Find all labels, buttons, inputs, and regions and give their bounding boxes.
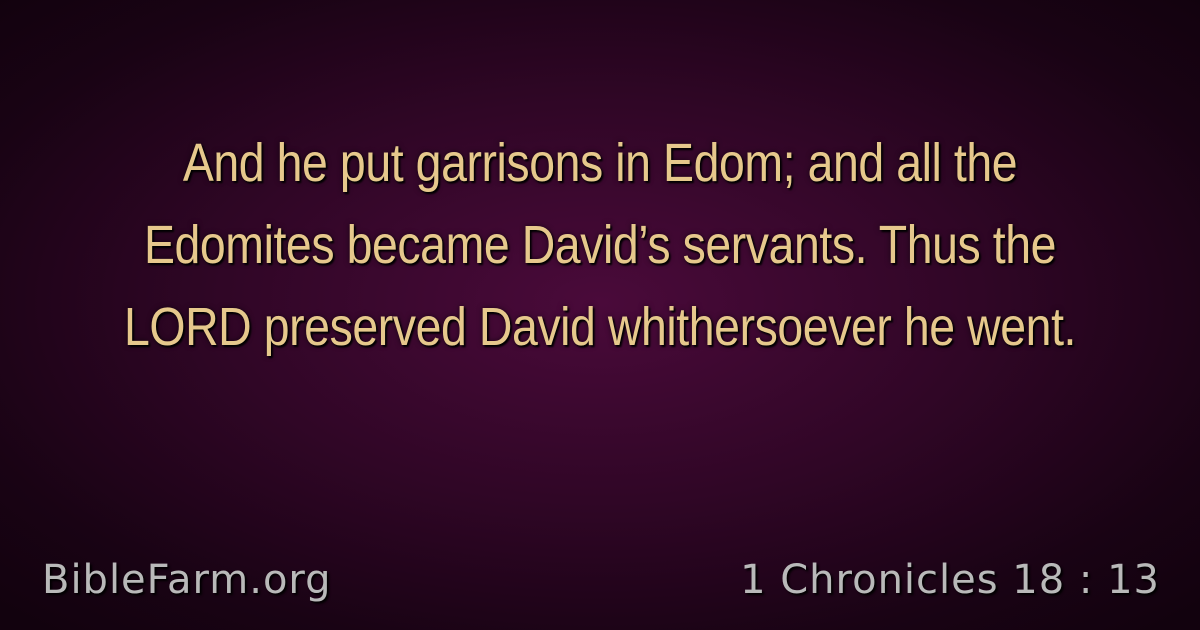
verse-text: And he put garrisons in Edom; and all the Edomites became David’s servants. Thus the LORD preserved David whithersoever he went. (123, 133, 1077, 357)
verse-reference: 1 Chronicles 18 : 13 (740, 557, 1160, 603)
site-name: BibleFarm.org (42, 557, 332, 603)
